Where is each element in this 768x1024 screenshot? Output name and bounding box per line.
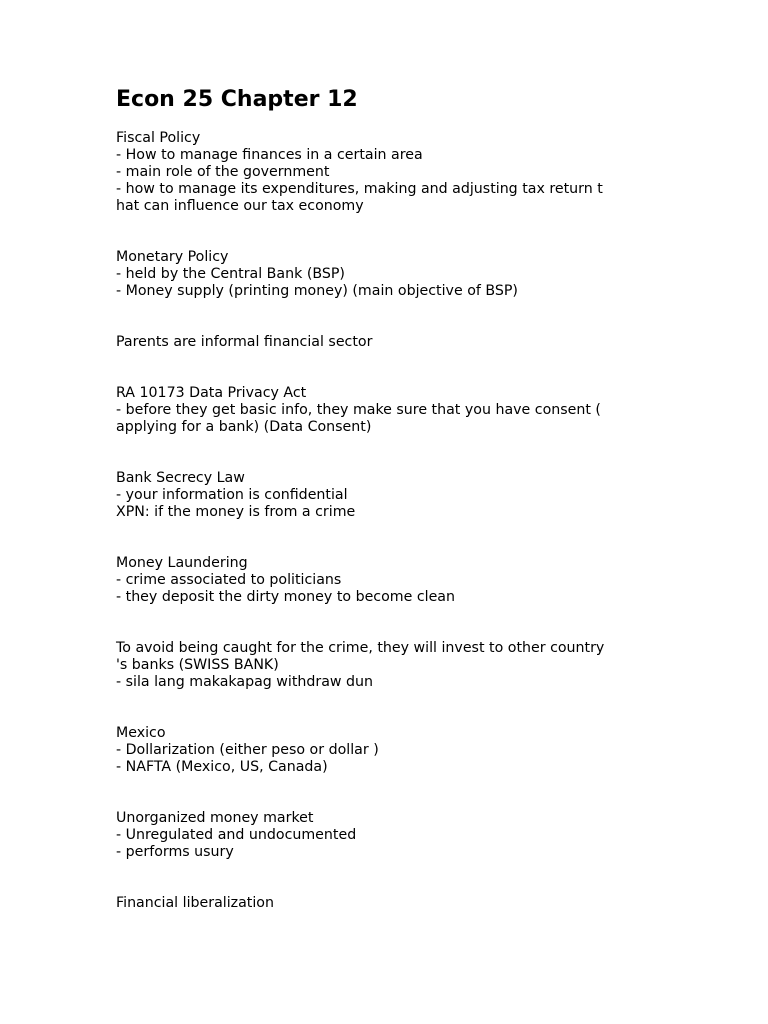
section-spacer [116, 861, 676, 895]
section-financial-liberalization [116, 895, 676, 912]
bullet-line: - Dollarization (either peso or dollar ) [116, 742, 379, 758]
section-heading: Fiscal Policy [116, 130, 201, 146]
bullet-line: - Unregulated and undocumented [116, 827, 357, 843]
document-title: Econ 25 Chapter 12 [116, 87, 358, 112]
section-spacer [116, 436, 676, 470]
bullet-line: - before they get basic info, they make sure that you have consent ( [116, 402, 601, 418]
section-spacer [116, 215, 676, 249]
section-spacer [116, 351, 676, 385]
text-line: XPN: if the money is from a crime [116, 504, 356, 520]
bullet-line: - Money supply (printing money) (main objective of BSP) [116, 283, 518, 299]
section-data-privacy-act [116, 385, 676, 436]
bullet-line: - performs usury [116, 844, 234, 860]
bullet-line: - they deposit the dirty money to become clean [116, 589, 455, 605]
section-heading: Financial liberalization [116, 895, 274, 911]
section-monetary-policy [116, 249, 676, 300]
bullet-line: - crime associated to politicians [116, 572, 342, 588]
section-informal-sector [116, 334, 676, 351]
bullet-line: - NAFTA (Mexico, US, Canada) [116, 759, 328, 775]
text-line: applying for a bank) (Data Consent) [116, 419, 372, 435]
section-money-laundering [116, 555, 676, 606]
text-line: To avoid being caught for the crime, they will invest to other country [116, 640, 605, 656]
text-line: 's banks (SWISS BANK) [116, 657, 279, 673]
section-spacer [116, 300, 676, 334]
bullet-line: - held by the Central Bank (BSP) [116, 266, 345, 282]
section-fiscal-policy [116, 130, 676, 215]
section-heading: Mexico [116, 725, 166, 741]
section-spacer [116, 521, 676, 555]
section-heading: Monetary Policy [116, 249, 229, 265]
bullet-line: - sila lang makakapag withdraw dun [116, 674, 374, 690]
section-spacer [116, 691, 676, 725]
document-page [116, 86, 676, 912]
bullet-line: - How to manage finances in a certain area [116, 147, 423, 163]
section-unorganized-money-market [116, 810, 676, 861]
section-mexico [116, 725, 676, 776]
section-spacer [116, 606, 676, 640]
section-heading: Money Laundering [116, 555, 248, 571]
bullet-line: - main role of the government [116, 164, 330, 180]
section-heading: Bank Secrecy Law [116, 470, 245, 486]
section-heading: RA 10173 Data Privacy Act [116, 385, 307, 401]
section-spacer [116, 776, 676, 810]
section-bank-secrecy-law [116, 470, 676, 521]
section-heading: Unorganized money market [116, 810, 314, 826]
text-line: hat can influence our tax economy [116, 198, 364, 214]
section-swiss-bank [116, 640, 676, 691]
section-heading: Parents are informal financial sector [116, 334, 373, 350]
bullet-line: - how to manage its expenditures, making and adjusting tax return t [116, 181, 603, 197]
bullet-line: - your information is confidential [116, 487, 348, 503]
